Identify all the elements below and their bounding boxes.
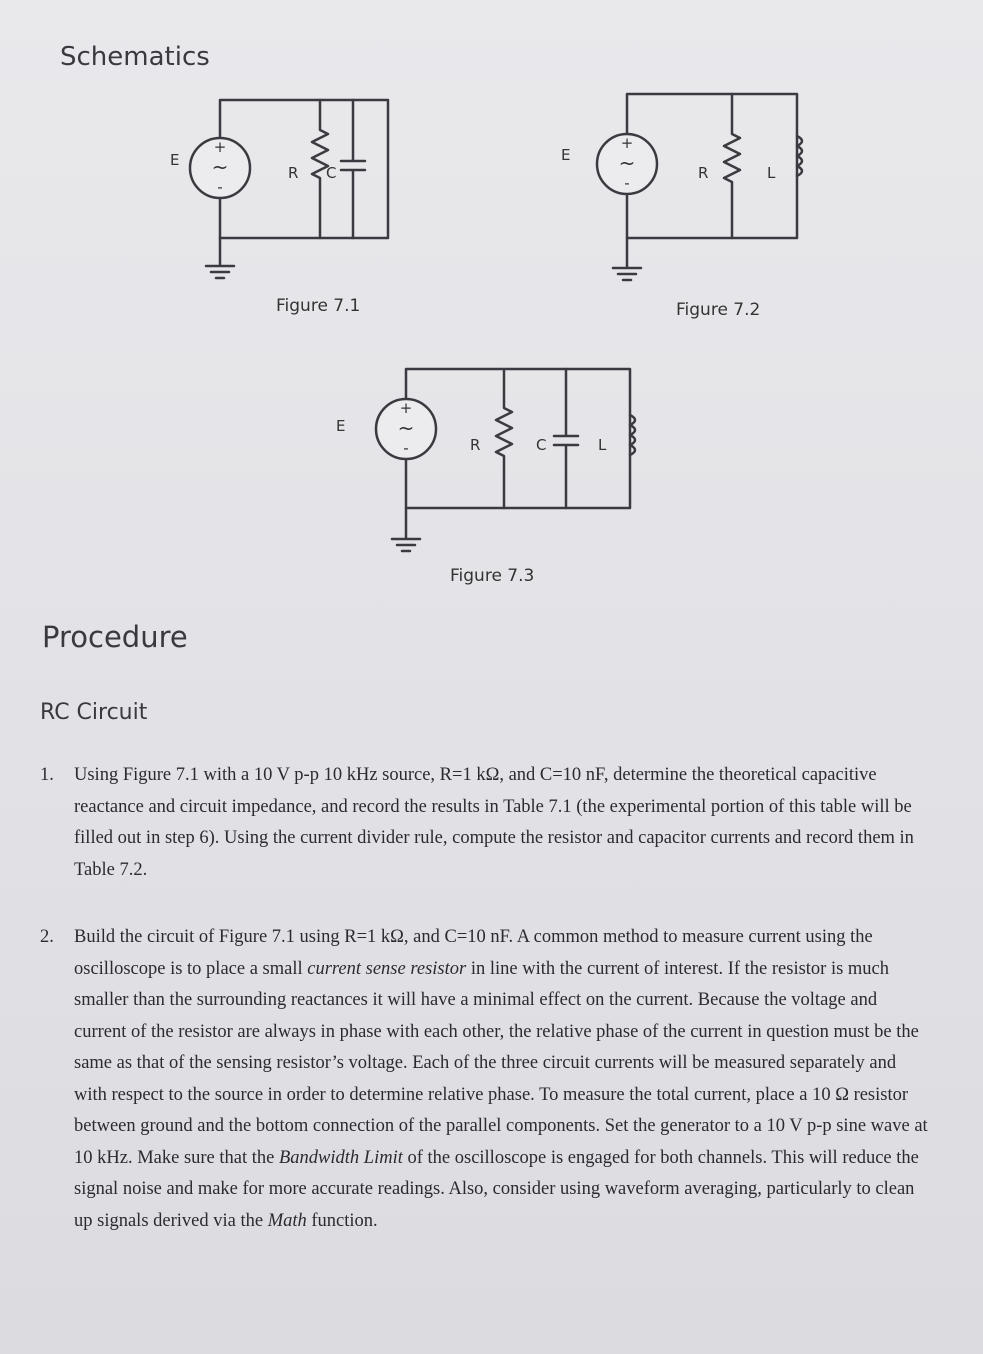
step-1-number: 1. xyxy=(40,765,54,785)
svg-text:L: L xyxy=(767,164,776,182)
svg-text:C: C xyxy=(536,436,547,454)
svg-text:R: R xyxy=(698,164,709,182)
figure-7-1-caption: Figure 7.1 xyxy=(276,296,361,316)
step-2-text: Build the circuit of Figure 7.1 using R=1 kΩ, and C=10 nF. A common method to measure current using the oscilloscope is to place a small current sense resistor in line with the current of interest. If the resistor is much smaller than the surrounding reactances it will have a minimal effect on the current. Because the voltage and current of the resistor are always in phase with each other, the relative phase of the current in question must be the same as that of the sensing resistor’s voltage. Each of the three circuit currents will be measured separately and with respect to the source in order to determine relative phase. To measure the total current, place a 10 Ω resistor between ground and the bottom connection of the parallel components. Set the generator to a 10 V p-p sine wave at 10 kHz. Make sure that the Bandwidth Limit of the oscilloscope is engaged for both channels. This will reduce the signal noise and make for more accurate readings. Also, consider using waveform averaging, particularly to clean up signals derived via the Math function. xyxy=(74,927,928,1231)
schematics-heading: Schematics xyxy=(60,42,210,72)
svg-text:+: + xyxy=(213,138,227,156)
figure-7-1-circuit xyxy=(140,90,400,290)
svg-text:E: E xyxy=(561,146,571,164)
figure-7-2-caption: Figure 7.2 xyxy=(676,300,761,320)
svg-text:E: E xyxy=(170,151,180,169)
svg-text:R: R xyxy=(288,164,299,182)
rc-circuit-heading: RC Circuit xyxy=(40,700,148,725)
math-term: Math xyxy=(267,1210,307,1231)
svg-text:-: - xyxy=(217,178,223,196)
svg-text:~: ~ xyxy=(397,416,415,440)
svg-text:-: - xyxy=(403,439,409,457)
svg-text:L: L xyxy=(598,436,607,454)
figure-7-3-circuit xyxy=(320,365,650,565)
figure-7-2-circuit xyxy=(545,90,815,290)
step-2-number: 2. xyxy=(40,927,54,947)
svg-text:+: + xyxy=(399,399,413,417)
svg-text:~: ~ xyxy=(618,151,636,175)
current-sense-resistor-term: current sense resistor xyxy=(307,958,467,979)
bandwidth-limit-term: Bandwidth Limit xyxy=(278,1147,403,1168)
figure-7-3-caption: Figure 7.3 xyxy=(450,566,535,586)
svg-text:C: C xyxy=(326,164,337,182)
svg-text:E: E xyxy=(336,417,346,435)
svg-text:+: + xyxy=(620,134,634,152)
svg-text:R: R xyxy=(470,436,481,454)
svg-text:~: ~ xyxy=(211,155,229,179)
procedure-heading: Procedure xyxy=(42,620,188,654)
svg-text:-: - xyxy=(624,174,630,192)
step-1-text: Using Figure 7.1 with a 10 V p-p 10 kHz source, R=1 kΩ, and C=10 nF, determine the theoretical capacitive reactance and circuit impedance, and record the results in Table 7.1 (the experimental portion of this table will be filled out in step 6). Using the current divider rule, compute the resistor and capacitor currents and record them in Table 7.2. xyxy=(74,765,914,880)
